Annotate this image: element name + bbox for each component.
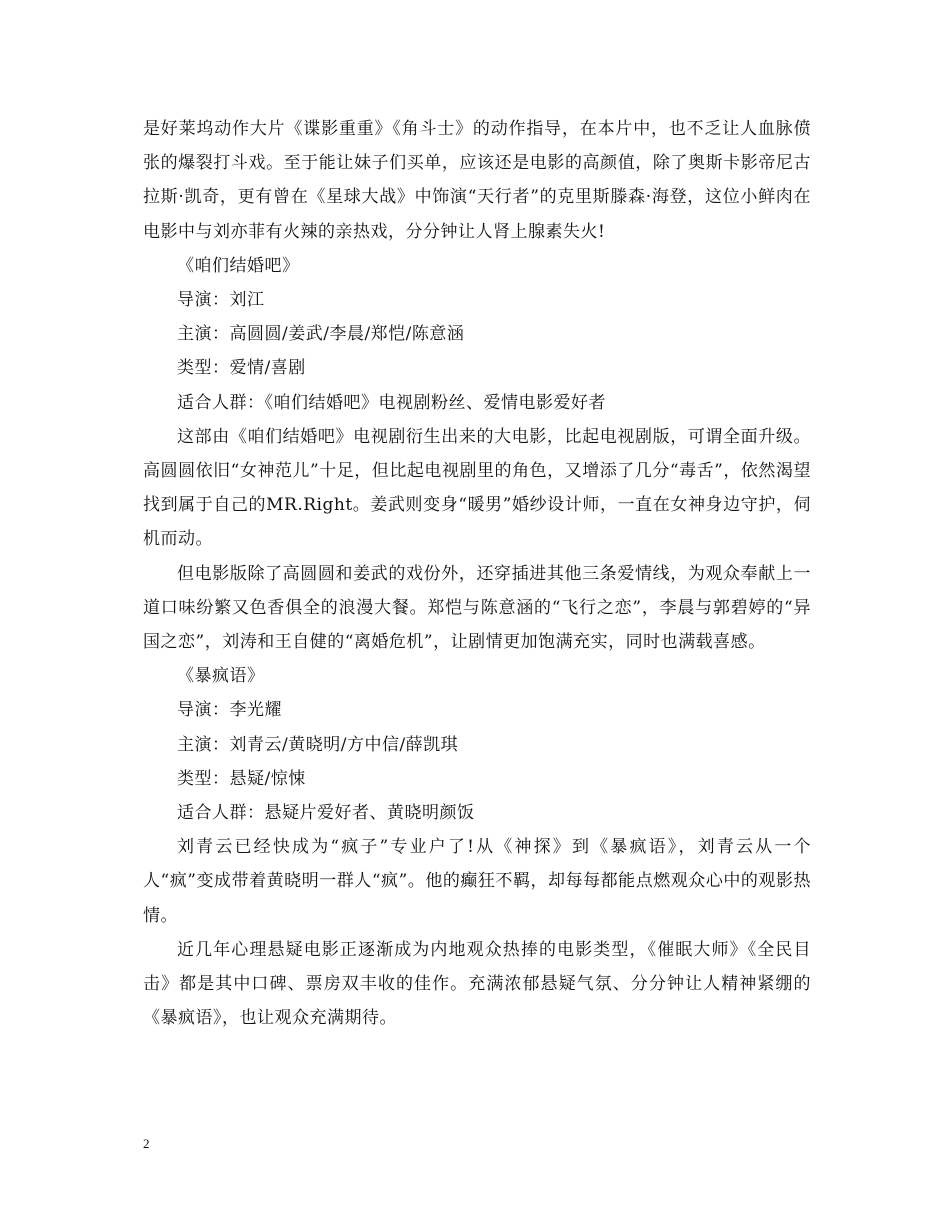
- movie-director: 导演：刘江: [177, 290, 265, 311]
- movie-cast: 主演：刘青云/黄晓明/方中信/薛凯琪: [177, 734, 459, 755]
- movie-review-paragraph: 近几年心理悬疑电影正逐渐成为内地观众热捧的电影类型，《催眠大师》《全民目击》都是其中口碑、票房双丰收的佳作。充满浓郁悬疑气氛、分分钟让人精神紧绷的《暴疯语》，也让观众充满期待。: [143, 939, 811, 1029]
- movie-genre: 类型：爱情/喜剧: [177, 358, 306, 379]
- paragraph-continued: 是好莱坞动作大片《谍影重重》《角斗士》的动作指导，在本片中，也不乏让人血脉偾张的爆裂打斗戏。至于能让妹子们买单，应该还是电影的高颜值，除了奥斯卡影帝尼古拉斯·凯奇，更有曾在《星球大战》中饰演“天行者”的克里斯滕森·海登，这位小鲜肉在电影中与刘亦菲有火辣的亲热戏，分分钟让人肾上腺素失火!: [143, 119, 811, 242]
- movie-audience: 适合人群：悬疑片爱好者、黄晓明颜饭: [177, 803, 475, 824]
- movie-review-paragraph: 但电影版除了高圆圆和姜武的戏份外，还穿插进其他三条爱情线，为观众奉献上一道口味纷繁又色香俱全的浪漫大餐。郑恺与陈意涵的“飞行之恋”，李晨与郭碧婷的“异国之恋”，刘涛和王自健的“离婚危机”，让剧情更加饱满充实，同时也满载喜感。: [143, 563, 811, 653]
- movie-cast: 主演：高圆圆/姜武/李晨/郑恺/陈意涵: [177, 324, 465, 345]
- movie-director: 导演：李光耀: [177, 700, 282, 721]
- movie-audience: 适合人群：《咱们结婚吧》电视剧粉丝、爱情电影爱好者: [177, 392, 606, 413]
- movie-genre: 类型：悬疑/惊悚: [177, 768, 306, 789]
- movie-review-paragraph: 刘青云已经快成为“疯子”专业户了!从《神探》到《暴疯语》，刘青云从一个人“疯”变成带着黄晓明一群人“疯”。他的癫狂不羁，却每每都能点燃观众心中的观影热情。: [143, 837, 811, 926]
- document-body: [143, 112, 811, 1035]
- movie-title: 《咱们结婚吧》: [177, 255, 300, 276]
- movie-title: 《暴疯语》: [177, 666, 265, 687]
- page-number: 2: [143, 1136, 150, 1151]
- movie-review-paragraph: 这部由《咱们结婚吧》电视剧衍生出来的大电影，比起电视剧版，可谓全面升级。高圆圆依旧“女神范儿”十足，但比起电视剧里的角色，又增添了几分“毒舌”，依然渴望找到属于自己的MR.Right。姜武则变身“暖男”婚纱设计师，一直在女神身边守护，伺机而动。: [143, 426, 811, 550]
